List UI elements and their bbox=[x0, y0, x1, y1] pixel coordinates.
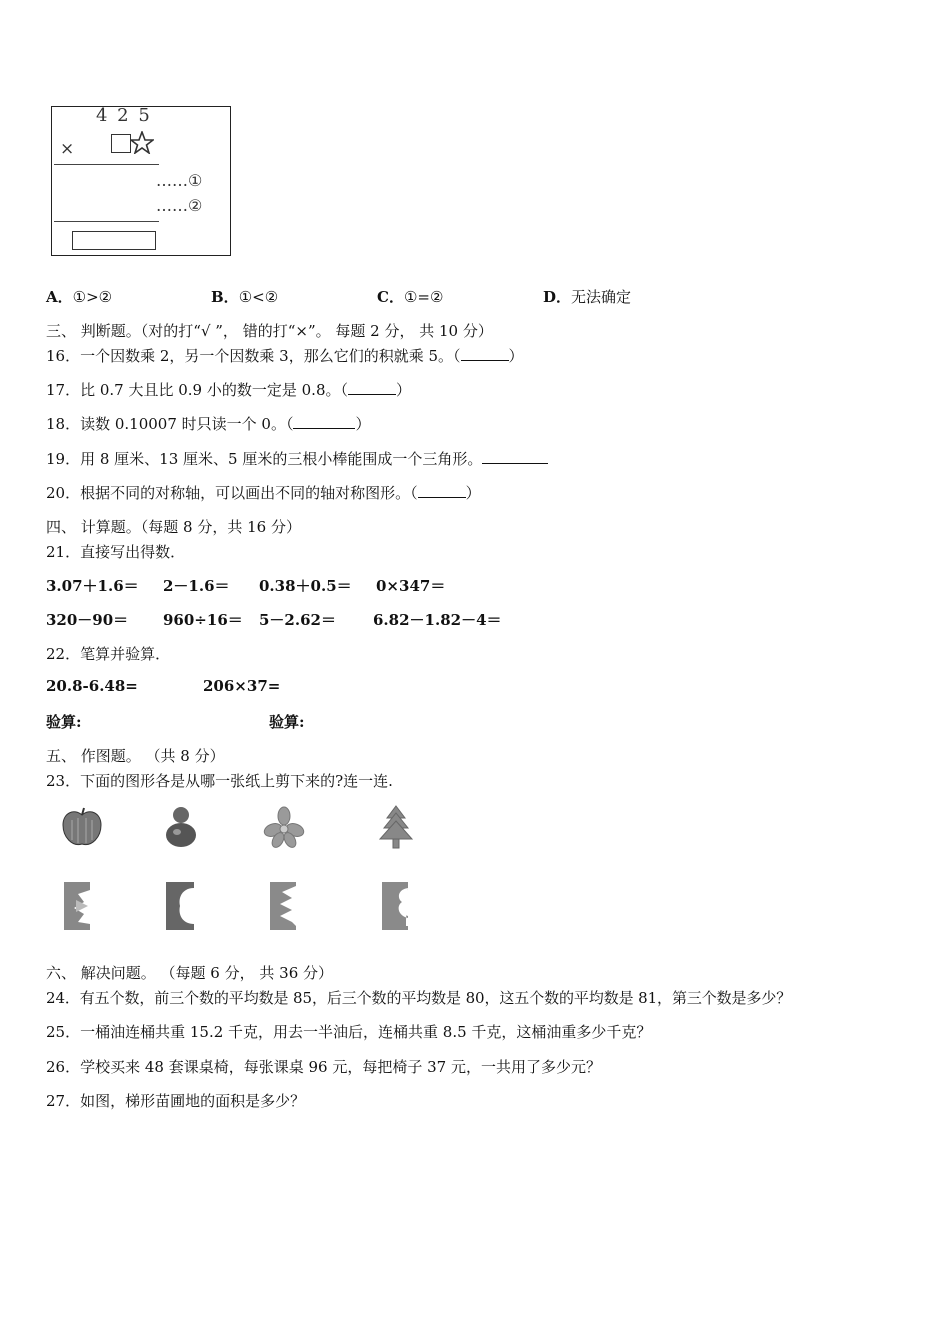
calc-item: 0.38＋0.5＝ bbox=[259, 577, 352, 595]
close-paren: ） bbox=[396, 381, 412, 399]
question-19 bbox=[46, 448, 548, 469]
partial-product-2-marker: ……② bbox=[156, 196, 203, 215]
section-3-title: 三、 判断题。（对的打“√ ”， 错的打“×”。 每题 2 分， 共 10 分） bbox=[46, 322, 493, 340]
answer-blank[interactable] bbox=[293, 414, 355, 429]
gourd-shape-icon[interactable] bbox=[162, 804, 200, 850]
section-5-title: 五、 作图题。 （共 8 分） bbox=[46, 747, 225, 765]
result-box bbox=[72, 231, 156, 250]
question-text: 19．用 8 厘米、13 厘米、5 厘米的三根小棒能围成一个三角形。 bbox=[46, 450, 483, 468]
option-letter: A． bbox=[46, 288, 73, 306]
option-text: ①<② bbox=[238, 288, 279, 306]
close-paren: ） bbox=[508, 347, 524, 365]
calc-item: 960÷16＝ bbox=[163, 611, 243, 629]
option-c[interactable] bbox=[377, 286, 443, 307]
partial-product-1-marker: ……① bbox=[156, 171, 203, 190]
question-16 bbox=[46, 345, 524, 366]
multiplication-figure bbox=[51, 106, 231, 256]
apple-shape-icon[interactable] bbox=[60, 806, 104, 850]
calc-item: 320－90＝ bbox=[46, 611, 129, 629]
calc-item: 2－1.6＝ bbox=[163, 577, 230, 595]
written-calc-2: 206×37= bbox=[203, 677, 281, 695]
blank-square-icon bbox=[111, 134, 131, 153]
section-6-title: 六、 解决问题。 （每题 6 分， 共 36 分） bbox=[46, 964, 334, 982]
question-20 bbox=[46, 482, 481, 503]
product-line-1 bbox=[54, 164, 159, 165]
option-a[interactable] bbox=[46, 286, 112, 307]
multiplicand: 4 2 5 bbox=[96, 105, 152, 126]
written-calc-1: 20.8-6.48= bbox=[46, 677, 138, 695]
answer-blank[interactable] bbox=[418, 483, 466, 498]
question-text: 17．比 0.7 大且比 0.9 小的数一定是 0.8。（ bbox=[46, 381, 348, 399]
check-label-2: 验算: bbox=[269, 713, 305, 731]
calc-item: 6.82－1.82－4＝ bbox=[373, 611, 502, 629]
question-21: 21．直接写出得数． bbox=[46, 543, 186, 561]
product-line-2 bbox=[54, 221, 159, 222]
paper-sheet-4-icon[interactable] bbox=[380, 880, 416, 932]
paper-sheet-3-icon[interactable] bbox=[268, 880, 304, 932]
option-d[interactable] bbox=[543, 286, 631, 307]
calc-item: 0×347＝ bbox=[376, 577, 446, 595]
option-text: ①>② bbox=[72, 288, 113, 306]
calc-item: 3.07＋1.6＝ bbox=[46, 577, 139, 595]
close-paren: ） bbox=[465, 484, 481, 502]
option-b[interactable] bbox=[211, 286, 278, 307]
question-23: 23．下面的图形各是从哪一张纸上剪下来的?连一连. bbox=[46, 772, 393, 790]
question-26: 26．学校买来 48 套课桌椅，每张课桌 96 元，每把椅子 37 元，一共用了多少元？ bbox=[46, 1058, 601, 1076]
question-17 bbox=[46, 379, 411, 400]
calc-item: 5－2.62＝ bbox=[259, 611, 336, 629]
section-4-title: 四、 计算题。（每题 8 分，共 16 分） bbox=[46, 518, 301, 536]
question-18 bbox=[46, 413, 370, 434]
close-paren: ） bbox=[355, 415, 371, 433]
answer-blank[interactable] bbox=[348, 380, 396, 395]
paper-sheet-2-icon[interactable] bbox=[164, 880, 200, 932]
option-text: 无法确定 bbox=[571, 288, 632, 306]
check-label-1: 验算: bbox=[46, 713, 82, 731]
flower-shape-icon[interactable] bbox=[263, 806, 305, 848]
question-text: 20．根据不同的对称轴，可以画出不同的轴对称图形。（ bbox=[46, 484, 418, 502]
question-22: 22．笔算并验算． bbox=[46, 645, 171, 663]
times-sign: × bbox=[60, 139, 75, 159]
question-text: 18．读数 0.10007 时只读一个 0。（ bbox=[46, 415, 294, 433]
option-text: ①=② bbox=[403, 288, 444, 306]
question-25: 25．一桶油连桶共重 15.2 千克，用去一半油后，连桶共重 8.5 千克，这桶油重多少千克？ bbox=[46, 1023, 652, 1041]
answer-blank[interactable] bbox=[461, 346, 509, 361]
star-icon bbox=[130, 131, 154, 154]
answer-blank[interactable] bbox=[482, 449, 548, 464]
paper-sheet-1-icon[interactable] bbox=[62, 880, 98, 932]
option-letter: B． bbox=[211, 288, 239, 306]
option-letter: C． bbox=[377, 288, 404, 306]
option-letter: D． bbox=[543, 288, 572, 306]
question-text: 16．一个因数乘 2，另一个因数乘 3，那么它们的积就乘 5。（ bbox=[46, 347, 461, 365]
tree-shape-icon[interactable] bbox=[377, 804, 415, 850]
question-24: 24．有五个数，前三个数的平均数是 85，后三个数的平均数是 80，这五个数的平均数是 81，第三个数是多少？ bbox=[46, 989, 792, 1007]
question-27: 27．如图，梯形苗圃地的面积是多少？ bbox=[46, 1092, 306, 1110]
